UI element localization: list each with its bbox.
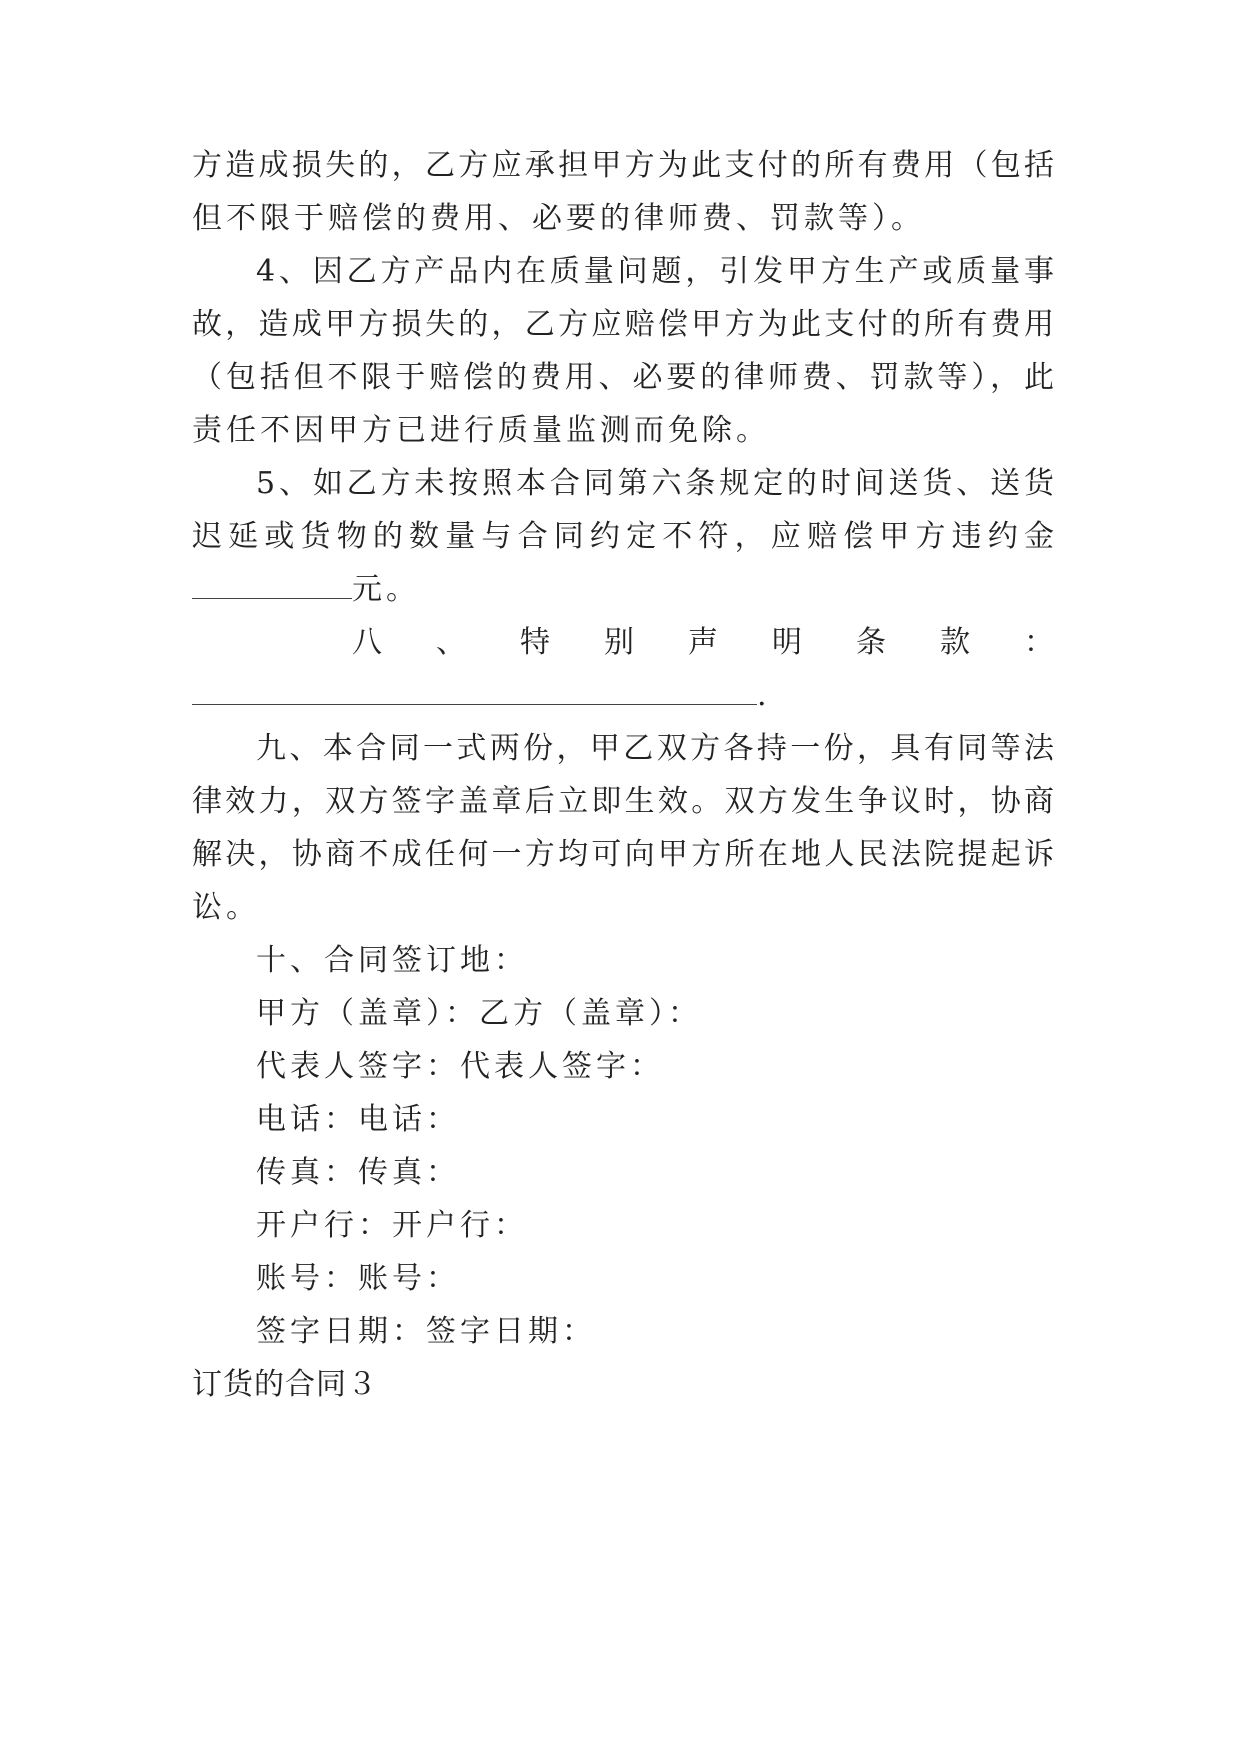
clause-9-line: 讼。	[192, 890, 260, 925]
clause-8-suffix: .	[757, 678, 771, 713]
clause-5-suffix: 元。	[352, 572, 420, 607]
clause-8-char: 、	[436, 625, 466, 660]
clause-8-char: 八	[352, 625, 382, 660]
paragraph-line: 但不限于赔偿的费用、必要的律师费、罚款等）。	[192, 201, 925, 236]
clause-5-line: 5、如乙方未按照本合同第六条规定的时间送货、送货	[256, 466, 1054, 501]
section-title: 订货的合同３	[192, 1367, 378, 1402]
clause-8-char: 条	[856, 625, 886, 660]
clause-8-char: ：	[1024, 625, 1054, 660]
clause-4-line: 责任不因甲方已进行质量监测而免除。	[192, 413, 770, 448]
clause-8-char: 别	[604, 625, 634, 660]
clause-9-line: 解决，协商不成任何一方均可向甲方所在地人民法院提起诉	[192, 837, 1054, 872]
clause-8-heading	[352, 623, 1054, 663]
special-terms-blank	[192, 682, 757, 705]
signature-field-phone: 电话：电话：	[256, 1102, 460, 1137]
clause-8-char: 明	[772, 625, 802, 660]
paragraph-line: 方造成损失的，乙方应承担甲方为此支付的所有费用（包括	[192, 148, 1054, 183]
signature-field-account: 账号：账号：	[256, 1261, 460, 1296]
clause-10-heading: 十、合同签订地：	[256, 943, 528, 978]
clause-5-line	[192, 570, 420, 610]
clause-8-char: 声	[688, 625, 718, 660]
clause-8-char: 特	[520, 625, 550, 660]
clause-8-line	[192, 676, 771, 716]
clause-5-line: 迟延或货物的数量与合同约定不符，应赔偿甲方违约金	[192, 519, 1054, 554]
signature-field-seal: 甲方（盖章）：乙方（盖章）：	[256, 996, 702, 1031]
clause-4-line: （包括但不限于赔偿的费用、必要的律师费、罚款等），此	[192, 360, 1054, 395]
clause-9-line: 九、本合同一式两份，甲乙双方各持一份，具有同等法	[256, 731, 1054, 766]
clause-9-line: 律效力，双方签字盖章后立即生效。双方发生争议时，协商	[192, 784, 1054, 819]
clause-4-line: 4、因乙方产品内在质量问题，引发甲方生产或质量事	[256, 254, 1054, 289]
signature-field-representative: 代表人签字：代表人签字：	[256, 1049, 664, 1084]
signature-field-bank: 开户行：开户行：	[256, 1208, 528, 1243]
clause-8-char: 款	[940, 625, 970, 660]
penalty-amount-blank	[192, 576, 352, 599]
clause-4-line: 故，造成甲方损失的，乙方应赔偿甲方为此支付的所有费用	[192, 307, 1054, 342]
signature-field-fax: 传真：传真：	[256, 1155, 460, 1190]
signature-field-date: 签字日期：签字日期：	[256, 1314, 596, 1349]
